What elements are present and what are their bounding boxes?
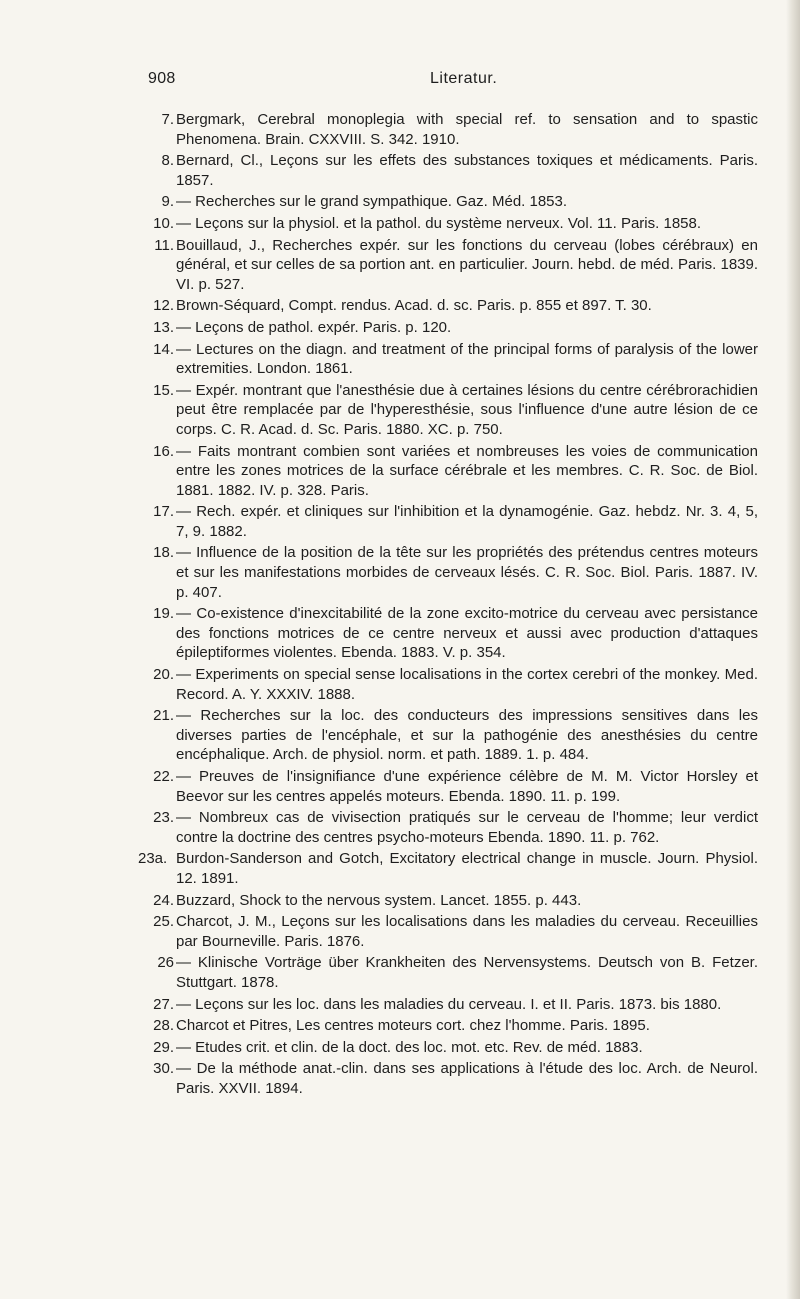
reference-number: 19. (153, 605, 174, 623)
reference-text: — Lectures on the diagn. and treatment of the principal forms of paralysis of the lower extremities. London. 1861. (176, 340, 758, 378)
reference-entry (146, 340, 758, 379)
reference-number: 11. (154, 236, 174, 254)
page-number: 908 (148, 70, 176, 87)
reference-number: 15. (153, 381, 174, 399)
reference-number: 22. (153, 768, 174, 785)
reference-number: 20. (153, 666, 174, 684)
reference-text: Brown-Séquard, Compt. rendus. Acad. d. sc. Paris. p. 855 et 897. T. 30. (176, 297, 652, 315)
reference-entry (146, 891, 758, 911)
reference-text: Burdon-Sanderson and Gotch, Excitatory electrical change in muscle. Journ. Physiol. 12. 1891. (176, 850, 758, 887)
reference-text: — Rech. expér. et cliniques sur l'inhibition et la dynamogénie. Gaz. hebdz. Nr. 3. 4, 5, 7, 9. 1882. (176, 503, 758, 540)
reference-number: 12. (153, 297, 174, 315)
reference-number: 18. (153, 544, 174, 562)
reference-number: 30. (153, 1060, 174, 1078)
reference-number: 23. (153, 809, 174, 827)
reference-entry (146, 912, 758, 951)
reference-entry (146, 236, 758, 295)
reference-entry (146, 953, 758, 992)
reference-text: — Leçons sur les loc. dans les maladies du cerveau. I. et II. Paris. 1873. bis 1880. (176, 995, 722, 1013)
reference-text: — De la méthode anat.-clin. dans ses applications à l'étude des loc. Arch. de Neurol. Paris. XXVII. 1894. (176, 1060, 758, 1097)
reference-number: 25. (153, 913, 174, 931)
reference-text: — Recherches sur la loc. des conducteurs des impressions sensitives dans les diverses parties de l'encéphale, et sur la pathogénie des anesthésies du centre encéphalique. Arch. de physiol. norm. et path. 1889. 1. p. 484. (176, 707, 758, 764)
reference-entry (146, 214, 758, 234)
reference-entry (146, 442, 758, 501)
reference-text: — Co-existence d'inexcitabilité de la zone excito-motrice du cerveau avec persistance des fonctions motrices de ce centre nerveux et aussi avec production d'attaques épileptiformes violentes. Ebenda. 1883. V. p. 354. (176, 605, 758, 662)
reference-entry (146, 1016, 758, 1036)
page-edge-shadow (786, 0, 800, 1299)
reference-text: — Preuves de l'insignifiance d'une expérience célèbre de M. M. Victor Horsley et Beevor sur les centres appelés moteurs. Ebenda. 1890. 11. p. 199. (176, 768, 758, 805)
reference-text: Charcot et Pitres, Les centres moteurs cort. chez l'homme. Paris. 1895. (176, 1017, 650, 1035)
reference-text: — Experiments on special sense localisations in the cortex cerebri of the monkey. Med. Record. A. Y. XXXIV. 1888. (176, 666, 758, 703)
reference-entry (146, 665, 758, 704)
reference-entry (146, 1038, 758, 1058)
reference-entry (146, 151, 758, 190)
reference-entry (146, 767, 758, 806)
reference-text: Bergmark, Cerebral monoplegia with special ref. to sensation and to spastic Phenomena. Brain. CXXVIII. S. 342. 1910. (176, 111, 758, 148)
reference-entry (146, 1059, 758, 1098)
reference-entry (146, 706, 758, 765)
reference-text: — Nombreux cas de vivisection pratiqués sur le cerveau de l'homme; leur verdict contre la doctrine des centres psycho-moteurs Ebenda. 1890. 11. p. 762. (176, 809, 758, 846)
reference-text: — Leçons sur la physiol. et la pathol. du système nerveux. Vol. 11. Paris. 1858. (176, 214, 702, 232)
reference-entry (146, 808, 758, 847)
reference-entry (146, 192, 758, 212)
reference-entry (146, 296, 758, 316)
reference-text: Charcot, J. M., Leçons sur les localisations dans les maladies du cerveau. Receuillies par Bourneville. Paris. 1876. (176, 913, 758, 950)
reference-number: 10. (153, 214, 174, 232)
reference-number: 27. (153, 995, 174, 1013)
reference-text: — Faits montrant combien sont variées et nombreuses les voies de communication entre les zones motrices de la surface cérébrale et les membres. C. R. Soc. de Biol. 1881. 1882. IV. p. 328. Paris. (176, 442, 758, 499)
reference-entry (138, 849, 758, 888)
reference-text: — Klinische Vorträge über Krankheiten des Nervensystems. Deutsch von B. Fetzer. Stuttgart. 1878. (176, 954, 758, 991)
reference-number: 26 (157, 954, 174, 972)
reference-text: Buzzard, Shock to the nervous system. Lancet. 1855. p. 443. (176, 891, 582, 909)
reference-number: 16. (153, 442, 174, 460)
reference-number: 24. (153, 891, 174, 909)
reference-number: 28. (153, 1017, 174, 1035)
reference-entry (146, 604, 758, 663)
reference-text: Bernard, Cl., Leçons sur les effets des substances toxiques et médicaments. Paris. 1857. (176, 152, 758, 189)
reference-entry (146, 995, 758, 1015)
reference-entry (146, 318, 758, 338)
reference-number: 29. (153, 1038, 174, 1056)
reference-number: 13. (153, 318, 174, 336)
reference-text: — Leçons de pathol. expér. Paris. p. 120. (176, 318, 452, 336)
reference-text: — Influence de la position de la tête sur les propriétés des prétendus centres moteurs et sur les manifestations morbides de cerveaux lésés. C. R. Soc. Biol. Paris. 1887. IV. p. 407. (176, 544, 758, 601)
reference-text: — Etudes crit. et clin. de la doct. des loc. mot. etc. Rev. de méd. 1883. (176, 1038, 643, 1056)
reference-text: — Recherches sur le grand sympathique. Gaz. Méd. 1853. (176, 193, 568, 211)
reference-entry (146, 110, 758, 149)
reference-entry (146, 381, 758, 440)
reference-number: 21. (153, 707, 174, 725)
running-title: Literatur. (430, 70, 498, 87)
reference-number: 23a. (138, 850, 168, 868)
reference-number: 7. (161, 111, 174, 128)
reference-text: — Expér. montrant que l'anesthésie due à certaines lésions du centre cérébrorachidien peut être remplacée par de l'hyperesthésie, sous l'influence d'une autre lésion de ce corps. C. R. Acad. d. Sc. Paris. 1880. XC. p. 750. (176, 381, 758, 438)
reference-number: 17. (153, 503, 174, 521)
reference-list (138, 110, 759, 1101)
reference-entry (146, 543, 758, 602)
reference-number: 9. (161, 193, 174, 211)
reference-entry (146, 502, 758, 541)
reference-text: Bouillaud, J., Recherches expér. sur les fonctions du cerveau (lobes cérébraux) en général, et sur celles de sa portion ant. en particulier. Journ. hebd. de méd. Paris. 1839. VI. p. 527. (176, 236, 759, 293)
reference-number: 8. (161, 152, 174, 170)
reference-number: 14. (153, 340, 174, 358)
page-header (0, 58, 800, 86)
